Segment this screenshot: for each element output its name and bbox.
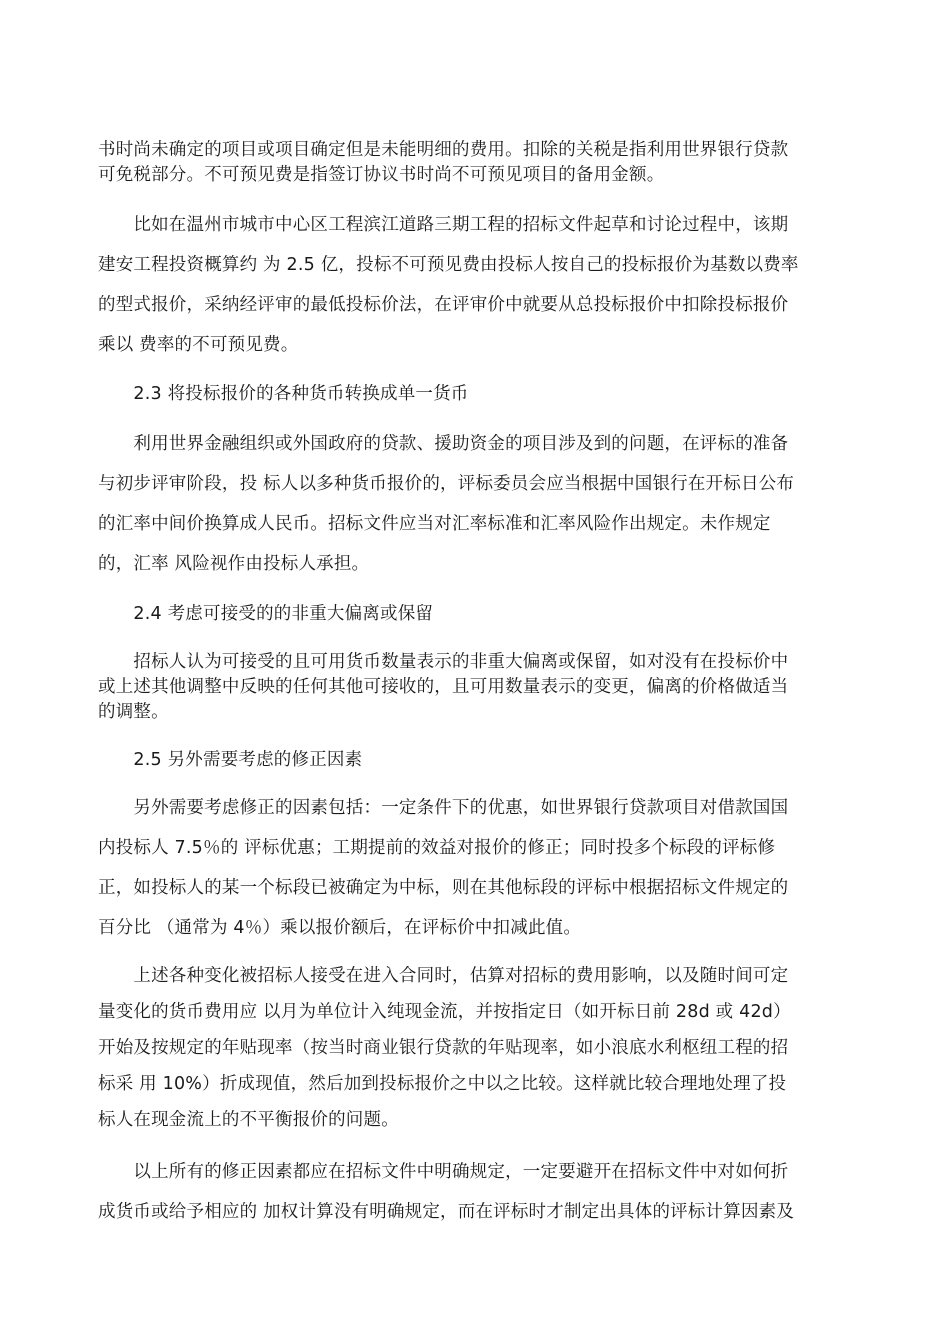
text-line: 的调整。 (98, 702, 169, 722)
text-line: 的型式报价，采纳经评审的最低投标价法，在评审价中就要从总投标报价中扣除投标报价 (98, 295, 789, 315)
paragraph-cash-flow (98, 958, 858, 1138)
text-line: 另外需要考虑修正的因素包括：一定条件下的优惠，如世界银行贷款项目对借款国国 (98, 798, 789, 818)
section-heading-2-4: 2.4 考虑可接受的的非重大偏离或保留 (98, 604, 434, 624)
text-line: 量变化的货币费用应 以月为单位计入纯现金流，并按指定日（如开标日前 28d 或 42d） (98, 1002, 791, 1022)
text-line: 以上所有的修正因素都应在招标文件中明确规定，一定要避开在招标文件中对如何折 (98, 1162, 789, 1182)
text-line: 比如在温州市城市中心区工程滨江道路三期工程的招标文件起草和讨论过程中，该期 (98, 215, 789, 235)
text-line: 建安工程投资概算约 为 2.5 亿，投标不可预见费由投标人按自己的投标报价为基数以费率 (98, 255, 799, 275)
text-line: 利用世界金融组织或外国政府的贷款、援助资金的项目涉及到的问题，在评标的准备 (98, 434, 789, 454)
text-line: 书时尚未确定的项目或项目确定但是未能明细的费用。扣除的关税是指利用世界银行贷款 (98, 140, 789, 160)
section-heading-2-5: 2.5 另外需要考虑的修正因素 (98, 750, 363, 770)
paragraph-minor-deviation (98, 650, 858, 725)
paragraph-wenzhou-example (98, 205, 858, 365)
text-line: 招标人认为可接受的且可用货币数量表示的非重大偏离或保留，如对没有在投标价中 (98, 652, 789, 672)
text-line: 标采 用 10%）折成现值，然后加到投标报价之中以之比较。这样就比较合理地处理了投 (98, 1074, 787, 1094)
paragraph-correction-factors (98, 788, 858, 948)
text-line: 标人在现金流上的不平衡报价的问题。 (98, 1110, 399, 1130)
text-line: 上述各种变化被招标人接受在进入合同时，估算对招标的费用影响，以及随时间可定 (98, 966, 789, 986)
text-line: 正，如投标人的某一个标段已被确定为中标，则在其他标段的评标中根据招标文件规定的 (98, 878, 789, 898)
text-line: 开始及按规定的年贴现率（按当时商业银行贷款的年贴现率，如小浪底水利枢纽工程的招 (98, 1038, 789, 1058)
section-heading-2-3: 2.3 将投标报价的各种货币转换成单一货币 (98, 384, 469, 404)
text-line: 百分比 （通常为 4％）乘以报价额后，在评标价中扣减此值。 (98, 918, 582, 938)
paragraph-duties-contingency (98, 138, 858, 188)
text-line: 内投标人 7.5％的 评标优惠；工期提前的效益对报价的修正；同时投多个标段的评标修 (98, 838, 776, 858)
text-line: 的，汇率 风险视作由投标人承担。 (98, 554, 370, 574)
text-line: 成货币或给予相应的 加权计算没有明确规定，而在评标时才制定出具体的评标计算因素及 (98, 1202, 795, 1222)
text-line: 可免税部分。不可预见费是指签订协议书时尚不可预见项目的备用金额。 (98, 165, 665, 185)
text-line: 乘以 费率的不可预见费。 (98, 335, 299, 355)
paragraph-currency-conversion (98, 424, 858, 584)
text-line: 或上述其他调整中反映的任何其他可接收的，且可用数量表示的变更，偏离的价格做适当 (98, 677, 789, 697)
text-line: 与初步评审阶段，投 标人以多种货币报价的，评标委员会应当根据中国银行在开标日公布 (98, 474, 795, 494)
paragraph-explicit-rules (98, 1152, 858, 1232)
text-line: 的汇率中间价换算成人民币。招标文件应当对汇率标准和汇率风险作出规定。未作规定 (98, 514, 771, 534)
